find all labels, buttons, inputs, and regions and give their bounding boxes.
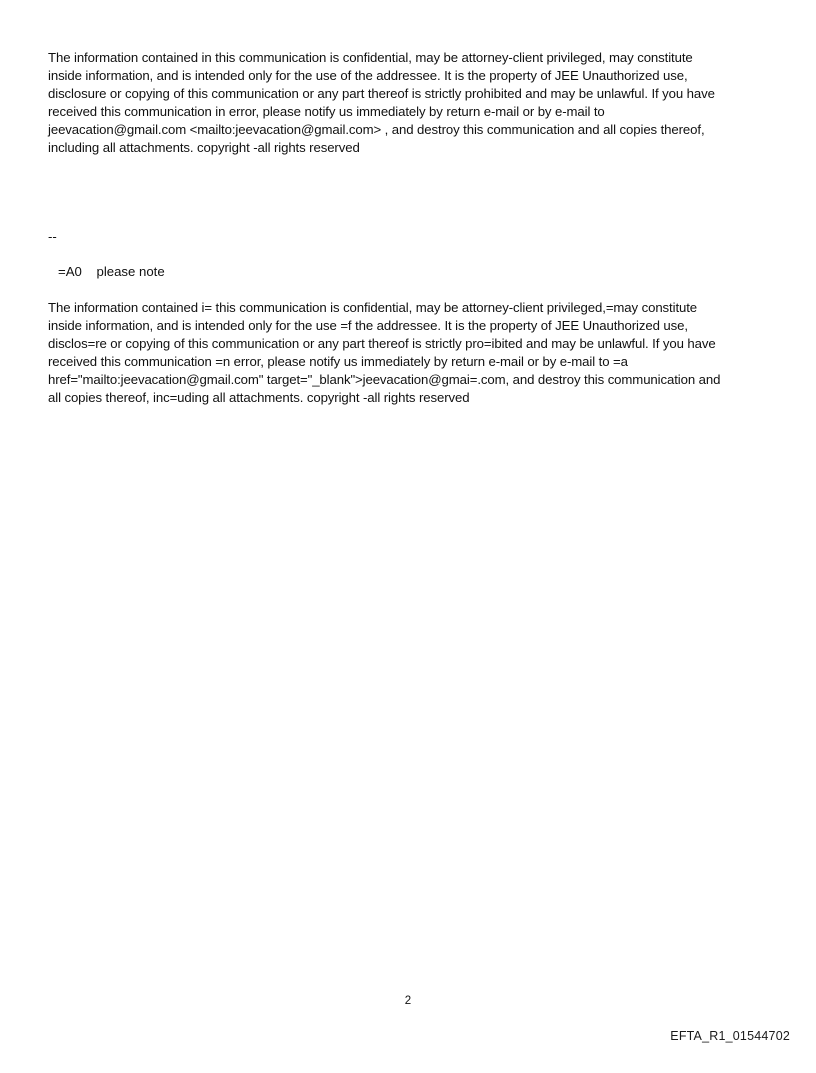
- notice-line: inside information, and is intended only for the use of the addressee. It is the property of JEE Unauthorized use,: [48, 68, 688, 83]
- notice-line: all copies thereof, inc=uding all attachments. copyright -all rights reserved: [48, 390, 470, 405]
- notice-line: disclos=re or copying of this communication or any part thereof is strictly pro=ibited and may be unlawful. If you have: [48, 336, 716, 351]
- notice-line: including all attachments. copyright -all rights reserved: [48, 140, 360, 155]
- notice-line: disclosure or copying of this communication or any part thereof is strictly prohibited and may be unlawful. If you have: [48, 86, 715, 101]
- notice-line: The information contained in this communication is confidential, may be attorney-client privileged, may constitute: [48, 50, 693, 65]
- notice-line: The information contained i= this communication is confidential, may be attorney-client privileged,=may constitute: [48, 300, 698, 315]
- confidentiality-notice: [48, 49, 770, 157]
- notice-line: received this communication =n error, please notify us immediately by return e-mail or by e-mail to =a: [48, 354, 628, 369]
- notice-line: href="mailto:jeevacation@gmail.com" target="_blank">jeevacation@gmai=.com, and destroy this communication and: [48, 372, 721, 387]
- page-number: 2: [404, 995, 412, 1007]
- notice-line: inside information, and is intended only for the use =f the addressee. It is the property of JEE Unauthorized use,: [48, 318, 688, 333]
- notice-line: received this communication in error, please notify us immediately by return e-mail or by e-mail to: [48, 104, 605, 119]
- document-id: EFTA_R1_01544702: [670, 1029, 790, 1043]
- signature-separator: --: [48, 229, 57, 244]
- notice-line: jeevacation@gmail.com <mailto:jeevacation@gmail.com> , and destroy this communication and all copies thereof,: [48, 122, 705, 137]
- please-note-line: =A0 please note: [58, 264, 165, 279]
- encoded-confidentiality-notice: [48, 299, 770, 407]
